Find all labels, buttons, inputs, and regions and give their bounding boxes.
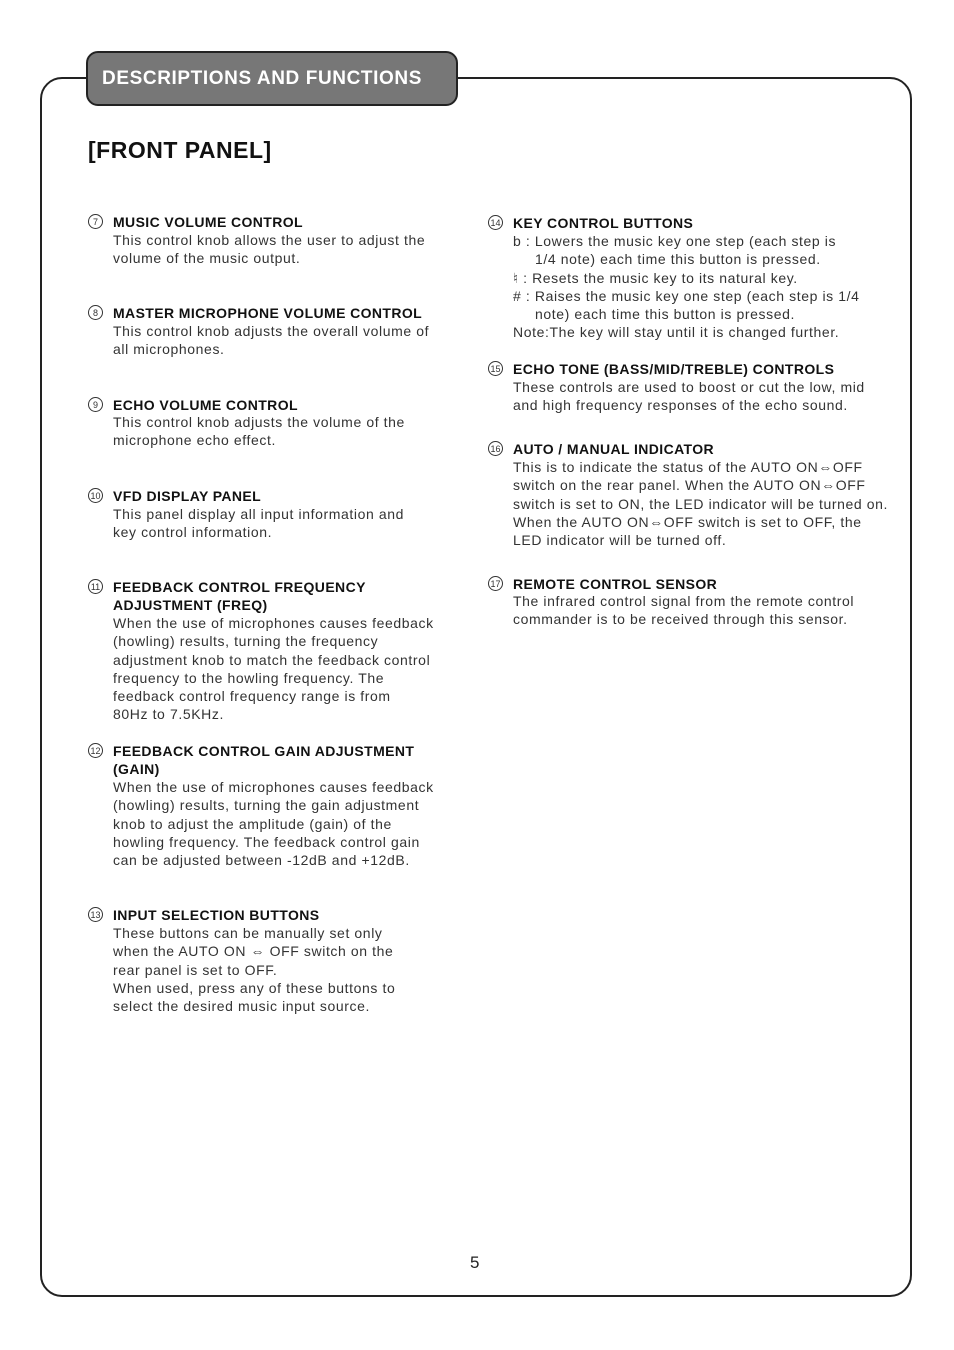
text-line: LED indicator will be turned off.: [513, 532, 727, 549]
text-line: This is to indicate the status of the AUTO ON⇔OFF: [513, 459, 863, 475]
item-description: [113, 924, 395, 1015]
text-line: This control knob adjusts the volume of the: [113, 414, 405, 430]
text-line: switch is set to ON, the LED indicator will be turned on.: [513, 495, 889, 512]
item-number: 11: [88, 579, 103, 594]
page-number: 5: [470, 1253, 480, 1272]
text-line: (howling) results, turning the gain adjustment: [113, 797, 420, 814]
item-description: [513, 232, 860, 342]
text-line: When the AUTO ON⇔OFF switch is set to OFF, the: [513, 513, 862, 530]
text-line: key control information.: [113, 524, 273, 541]
item-number: 7: [88, 214, 103, 229]
section-tab: [86, 51, 458, 106]
item-description: [113, 322, 429, 359]
item-number: 17: [488, 576, 503, 591]
text-line: When the use of microphones causes feedback: [113, 779, 434, 795]
item-title: ECHO VOLUME CONTROL: [113, 397, 298, 413]
item-description: [513, 378, 865, 415]
item-number: 10: [88, 488, 103, 503]
item-number: 13: [88, 907, 103, 922]
text-line: and high frequency responses of the echo sound.: [513, 397, 848, 414]
text-line: 1/4 note) each time this button is pressed.: [535, 251, 821, 268]
text-line: (howling) results, turning the frequency: [113, 633, 379, 650]
item-title-line2: (GAIN): [113, 761, 160, 777]
text-line: b : Lowers the music key one step (each step is: [513, 233, 837, 249]
text-line: rear panel is set to OFF.: [113, 961, 278, 978]
item-title-line2: ADJUSTMENT (FREQ): [113, 597, 268, 613]
item-title: MUSIC VOLUME CONTROL: [113, 214, 303, 230]
text-line: knob to adjust the amplitude (gain) of the: [113, 815, 392, 832]
text-line: microphone echo effect.: [113, 432, 276, 449]
item-title: INPUT SELECTION BUTTONS: [113, 907, 320, 923]
item-title: MASTER MICROPHONE VOLUME CONTROL: [113, 305, 423, 321]
text-line: adjustment knob to match the feedback control: [113, 651, 431, 668]
text-line: 80Hz to 7.5KHz.: [113, 706, 224, 723]
page-title: [FRONT PANEL]: [88, 137, 272, 163]
item-number: 8: [88, 305, 103, 320]
text-line: ♮ : Resets the music key to its natural key.: [513, 269, 798, 286]
text-line: can be adjusted between -12dB and +12dB.: [113, 852, 410, 869]
item-number: 16: [488, 441, 503, 456]
item-title: VFD DISPLAY PANEL: [113, 488, 262, 504]
item-title: FEEDBACK CONTROL FREQUENCY: [113, 579, 366, 595]
text-line: note) each time this button is pressed.: [535, 306, 795, 323]
text-line: This control knob allows the user to adjust the: [113, 232, 426, 248]
item-description: [113, 778, 434, 869]
item-title: KEY CONTROL BUTTONS: [513, 215, 694, 231]
item-number: 9: [88, 397, 103, 412]
item-title: ECHO TONE (BASS/MID/TREBLE) CONTROLS: [513, 361, 835, 377]
text-line: frequency to the howling frequency. The: [113, 669, 385, 686]
text-line: This control knob adjusts the overall volume of: [113, 323, 430, 339]
text-line: These buttons can be manually set only: [113, 925, 383, 941]
text-line: # : Raises the music key one step (each step is 1/4: [513, 287, 860, 304]
item-number: 14: [488, 215, 503, 230]
item-description: [513, 458, 888, 549]
text-line: These controls are used to boost or cut the low, mid: [513, 379, 865, 395]
text-line: The infrared control signal from the remote control: [513, 593, 855, 609]
text-line: commander is to be received through this sensor.: [513, 611, 848, 628]
item-description: [113, 231, 425, 268]
text-line: volume of the music output.: [113, 250, 301, 267]
text-line: feedback control frequency range is from: [113, 688, 391, 705]
text-line: switch on the rear panel. When the AUTO ON⇔OFF: [513, 477, 866, 494]
item-title: AUTO / MANUAL INDICATOR: [513, 441, 715, 457]
item-title: FEEDBACK CONTROL GAIN ADJUSTMENT: [113, 743, 415, 759]
item-title: REMOTE CONTROL SENSOR: [513, 576, 718, 592]
item-description: [113, 413, 405, 450]
section-tab-label: DESCRIPTIONS AND FUNCTIONS: [102, 67, 422, 89]
text-line: Note:The key will stay until it is changed further.: [513, 324, 840, 341]
text-line: all microphones.: [113, 341, 225, 358]
text-line: when the AUTO ON ⇔ OFF switch on the: [113, 943, 394, 960]
text-line: howling frequency. The feedback control gain: [113, 833, 420, 850]
item-description: [113, 505, 404, 542]
text-line: When the use of microphones causes feedback: [113, 615, 434, 631]
item-number: 12: [88, 743, 103, 758]
text-line: When used, press any of these buttons to: [113, 979, 396, 996]
item-number: 15: [488, 361, 503, 376]
text-line: select the desired music input source.: [113, 998, 371, 1015]
text-line: This panel display all input information and: [113, 506, 404, 522]
item-description: [513, 592, 854, 629]
item-description: [113, 614, 434, 724]
